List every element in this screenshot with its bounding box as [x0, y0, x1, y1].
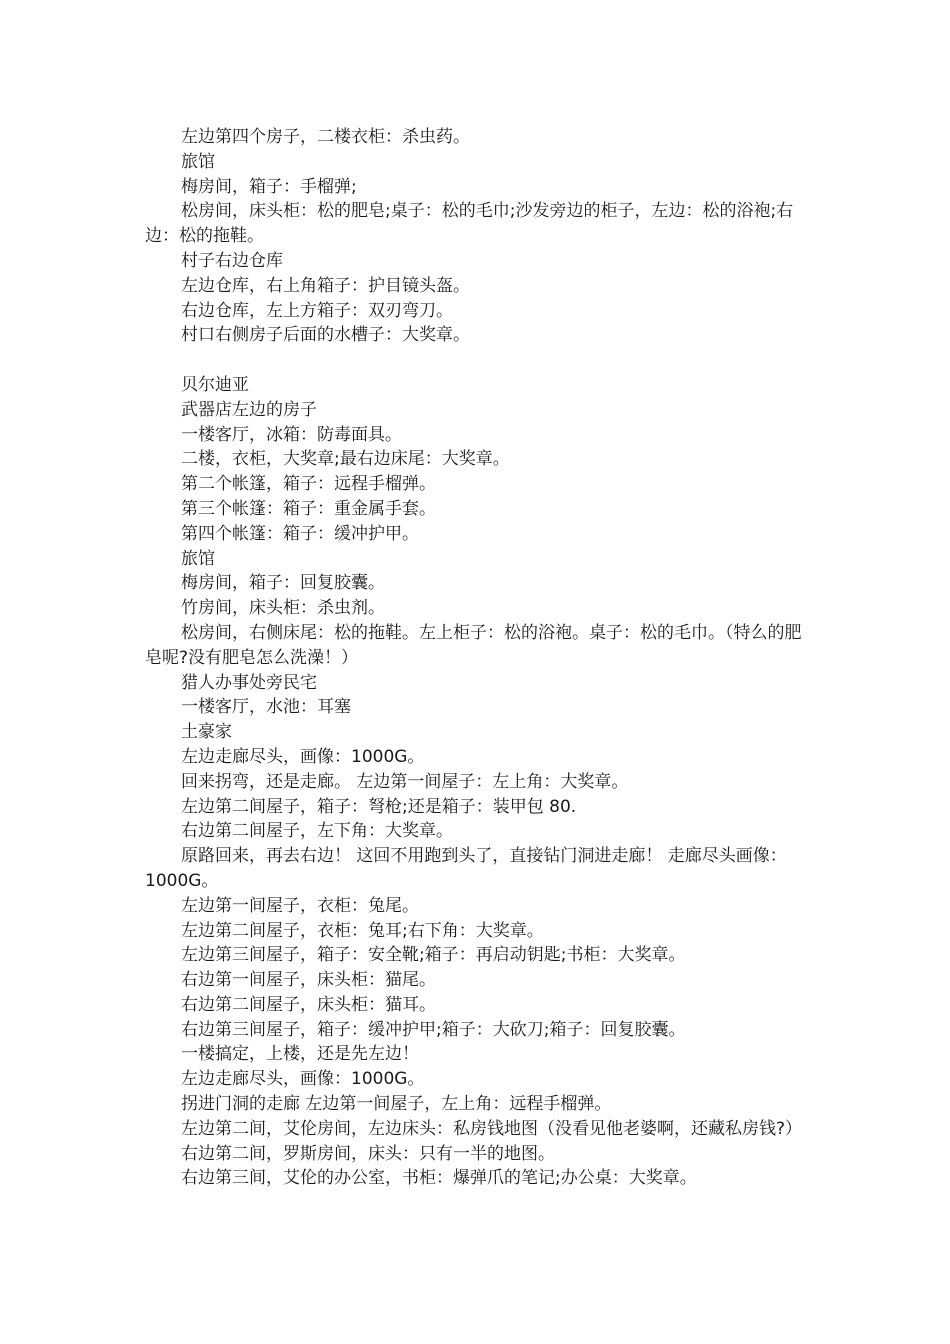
- paragraph: 右边第二间，罗斯房间，床头：只有一半的地图。: [181, 1143, 555, 1164]
- paragraph: 原路回来，再去右边！ 这回不用跑到头了，直接钻门洞进走廊！ 走廊尽头画像：1000G。: [145, 846, 787, 891]
- paragraph: 一楼客厅，冰箱：防毒面具。: [181, 424, 402, 445]
- paragraph: 一楼客厅，水池：耳塞: [181, 697, 351, 718]
- paragraph: 第二个帐篷，箱子：远程手榴弹。: [181, 474, 436, 495]
- paragraph: 第四个帐篷：箱子：缓冲护甲。: [181, 523, 419, 544]
- paragraph: 梅房间，箱子：回复胶囊。: [181, 573, 385, 594]
- paragraph: 右边第一间屋子，床头柜：猫尾。: [181, 970, 436, 991]
- paragraph: 左边第一间屋子，衣柜：兔尾。: [181, 895, 419, 916]
- section-heading: 土豪家: [181, 722, 232, 743]
- section-heading: 旅馆: [181, 548, 215, 569]
- paragraph: 松房间，床头柜：松的肥皂;桌子：松的毛巾;沙发旁边的柜子，左边：松的浴袍;右边：松的拖鞋。: [145, 201, 794, 247]
- paragraph: 松房间，右侧床尾：松的拖鞋。左上柜子：松的浴袍。桌子：松的毛巾。（特么的肥皂呢?没有肥皂怎么洗澡！）: [145, 622, 802, 668]
- blank-line: [145, 348, 807, 373]
- paragraph: 右边第三间，艾伦的办公室，书柜：爆弹爪的笔记;办公桌：大奖章。: [181, 1168, 697, 1189]
- paragraph: 右边第二间屋子，床头柜：猫耳。: [181, 994, 436, 1015]
- paragraph: 二楼，衣柜，大奖章;最右边床尾：大奖章。: [181, 449, 510, 470]
- paragraph: 右边仓库，左上方箱子：双刃弯刀。: [181, 300, 453, 321]
- section-heading: 猎人办事处旁民宅: [181, 672, 317, 693]
- paragraph: 左边第三间屋子，箱子：安全靴;箱子：再启动钥匙;书柜：大奖章。: [181, 945, 686, 966]
- paragraph: 回来拐弯，还是走廊。 左边第一间屋子：左上角：大奖章。: [181, 771, 629, 792]
- section-heading: 武器店左边的房子: [181, 399, 317, 420]
- paragraph: 拐进门洞的走廊 左边第一间屋子，左上角：远程手榴弹。: [181, 1094, 612, 1115]
- paragraph: 左边第二间屋子，箱子：弩枪;还是箱子：装甲包 80.: [181, 796, 577, 817]
- paragraph: 梅房间，箱子：手榴弹;: [181, 176, 357, 197]
- paragraph: 竹房间，床头柜：杀虫剂。: [181, 598, 385, 619]
- paragraph: 一楼搞定，上楼，还是先左边！: [181, 1044, 419, 1065]
- paragraph: 右边第三间屋子，箱子：缓冲护甲;箱子：大砍刀;箱子：回复胶囊。: [181, 1019, 686, 1040]
- paragraph: 右边第二间屋子，左下角：大奖章。: [181, 821, 453, 842]
- paragraph: 第三个帐篷：箱子：重金属手套。: [181, 498, 436, 519]
- section-heading: 旅馆: [181, 151, 215, 172]
- paragraph: 村口右侧房子后面的水槽子：大奖章。: [181, 325, 470, 346]
- paragraph: 左边第二间，艾伦房间，左边床头：私房钱地图（没看见他老婆啊，还藏私房钱?）: [181, 1118, 803, 1139]
- paragraph: 左边仓库，右上角箱子：护目镜头盔。: [181, 275, 470, 296]
- paragraph: 左边第二间屋子，衣柜：兔耳;右下角：大奖章。: [181, 920, 544, 941]
- section-heading: 村子右边仓库: [181, 250, 283, 271]
- paragraph: 左边走廊尽头，画像：1000G。: [181, 746, 425, 767]
- location-heading: 贝尔迪亚: [181, 374, 249, 395]
- paragraph: 左边第四个房子，二楼衣柜：杀虫药。: [181, 127, 470, 147]
- document-body: [145, 125, 807, 1191]
- paragraph: 左边走廊尽头，画像：1000G。: [181, 1069, 425, 1090]
